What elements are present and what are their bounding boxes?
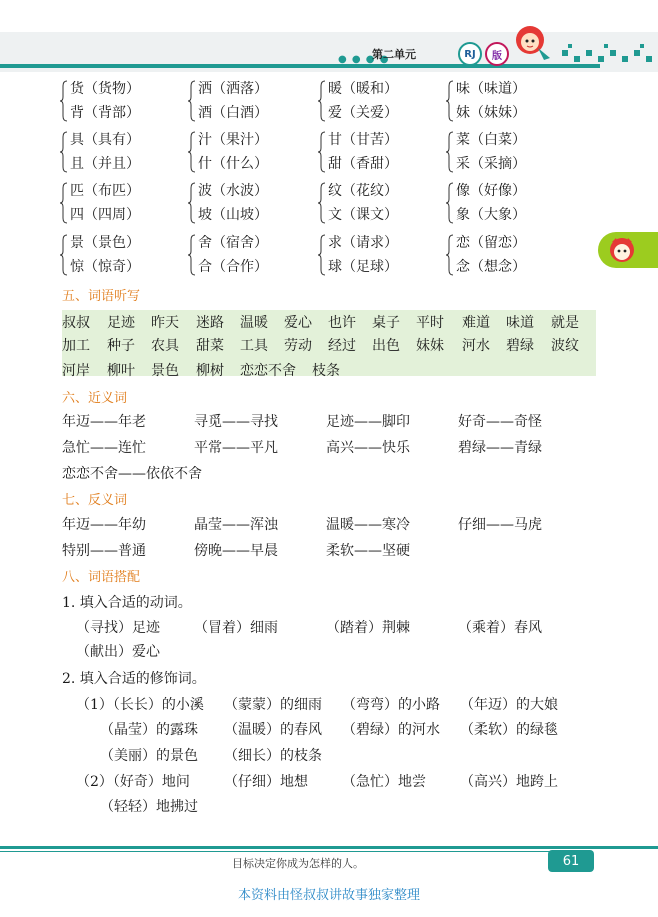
brace-icon (446, 182, 454, 224)
brace-icon (188, 182, 196, 224)
pair-word-bottom: 背（背部） (70, 105, 140, 121)
answer-item: （急忙）地尝 (342, 774, 426, 790)
dictation-word: 也许 (328, 315, 356, 331)
character-pair (320, 129, 440, 177)
dictation-word: 昨天 (151, 315, 179, 331)
brace-icon (318, 80, 326, 122)
footer-motto: 目标决定你成为怎样的人。 (232, 857, 364, 870)
dictation-word: 甜菜 (196, 338, 224, 354)
antonym-pair: 傍晚——早晨 (194, 543, 278, 559)
pair-word-bottom: 爱（关爱） (328, 105, 398, 121)
mascot-icon (508, 18, 556, 66)
brace-icon (446, 80, 454, 122)
dictation-word: 难道 (462, 315, 490, 331)
brace-icon (446, 131, 454, 173)
footer-rule-thin (0, 851, 560, 852)
pair-word-top: 求（请求） (328, 235, 398, 251)
dictation-word: 柳树 (196, 363, 224, 379)
dictation-word: 工具 (240, 338, 268, 354)
answer-item: （柔软）的绿毯 (460, 722, 558, 738)
antonym-pair: 特别——普通 (62, 543, 146, 559)
pair-word-top: 纹（花纹） (328, 183, 398, 199)
dictation-word: 就是 (551, 315, 579, 331)
dictation-word: 爱心 (284, 315, 312, 331)
character-pair (62, 78, 182, 126)
pair-word-bottom: 念（想念） (456, 259, 526, 275)
pair-word-bottom: 球（足球） (328, 259, 398, 275)
answer-item: （年迈）的大娘 (460, 697, 558, 713)
dictation-word: 加工 (62, 338, 90, 354)
pair-word-top: 货（货物） (70, 81, 140, 97)
answer-item: （温暖）的春风 (224, 722, 322, 738)
dictation-word: 碧绿 (506, 338, 534, 354)
pair-word-bottom: 惊（惊奇） (70, 259, 140, 275)
pair-word-top: 具（具有） (70, 132, 140, 148)
character-pair (320, 78, 440, 126)
dictation-word: 温暖 (240, 315, 268, 331)
antonym-pair: 温暖——寒冷 (326, 517, 410, 533)
pair-word-top: 味（味道） (456, 81, 526, 97)
character-pair (190, 78, 310, 126)
pair-word-top: 甘（甘苦） (328, 132, 398, 148)
answer-item: （冒着）细雨 (194, 620, 278, 636)
brace-icon (318, 182, 326, 224)
brace-icon (188, 131, 196, 173)
answer-item: （碧绿）的河水 (342, 722, 440, 738)
answer-item: （高兴）地跨上 (460, 774, 558, 790)
dictation-row (62, 335, 596, 355)
answer-item: （2）（好奇）地问 (76, 774, 190, 790)
pair-word-bottom: 坡（山坡） (198, 207, 268, 223)
section-title-antonyms: 七、反义词 (62, 493, 128, 508)
brace-icon (60, 80, 68, 122)
synonym-pair: 足迹——脚印 (326, 414, 410, 430)
pair-word-bottom: 文（课文） (328, 207, 398, 223)
section-title-synonyms: 六、近义词 (62, 391, 128, 406)
section-title-collocation: 八、词语搭配 (62, 570, 141, 585)
pair-word-bottom: 妹（妹妹） (456, 105, 526, 121)
pair-word-top: 暖（暖和） (328, 81, 398, 97)
dictation-word: 出色 (372, 338, 400, 354)
antonym-pair: 年迈——年幼 (62, 517, 146, 533)
brace-icon (318, 131, 326, 173)
synonym-pair: 高兴——快乐 (326, 440, 410, 456)
pair-word-top: 菜（白菜） (456, 132, 526, 148)
dictation-word: 经过 (328, 338, 356, 354)
antonym-pair: 仔细——马虎 (458, 517, 542, 533)
answer-item: （乘着）春风 (458, 620, 542, 636)
dictation-word: 河水 (462, 338, 490, 354)
character-pair (190, 129, 310, 177)
dictation-word: 恋恋不舍 (240, 363, 296, 379)
brace-icon (60, 182, 68, 224)
dictation-word: 枝条 (312, 363, 340, 379)
antonym-pair: 晶莹——浑浊 (194, 517, 278, 533)
dictation-word: 足迹 (107, 315, 135, 331)
dictation-word: 桌子 (372, 315, 400, 331)
pair-word-top: 洒（洒落） (198, 81, 268, 97)
dictation-word: 劳动 (284, 338, 312, 354)
brace-icon (188, 234, 196, 276)
dictation-word: 叔叔 (62, 315, 90, 331)
dictation-word: 柳叶 (107, 363, 135, 379)
question-1: 1. 填入合适的动词。 (62, 595, 192, 611)
synonym-pair: 寻觅——寻找 (194, 414, 278, 430)
answer-item: （弯弯）的小路 (342, 697, 440, 713)
character-pair (448, 180, 568, 228)
answer-item: （轻轻）地拂过 (100, 799, 198, 815)
pair-word-bottom: 象（大象） (456, 207, 526, 223)
synonym-pair: 平常——平凡 (194, 440, 278, 456)
answer-item: （寻找）足迹 (76, 620, 160, 636)
source-note: 本资料由怪叔叔讲故事独家整理 (237, 888, 420, 903)
synonym-pair: 急忙——连忙 (62, 440, 146, 456)
pair-word-bottom: 什（什么） (198, 156, 268, 172)
pair-word-top: 匹（布匹） (70, 183, 140, 199)
pair-word-bottom: 四（四周） (70, 207, 140, 223)
synonym-pair: 恋恋不舍——依依不舍 (62, 466, 202, 482)
character-pair (448, 232, 568, 280)
character-pair (320, 180, 440, 228)
pair-word-top: 景（景色） (70, 235, 140, 251)
character-pair (448, 129, 568, 177)
question-2: 2. 填入合适的修饰词。 (62, 671, 206, 687)
pair-word-top: 汁（果汁） (198, 132, 268, 148)
brace-icon (446, 234, 454, 276)
answer-item: （晶莹）的露珠 (100, 722, 198, 738)
dictation-word: 迷路 (196, 315, 224, 331)
pair-word-bottom: 且（并且） (70, 156, 140, 172)
dictation-word: 波纹 (551, 338, 579, 354)
answer-item: （踏着）荆棘 (326, 620, 410, 636)
answer-item: （细长）的枝条 (224, 748, 322, 764)
character-pair (320, 232, 440, 280)
pair-word-bottom: 酒（白酒） (198, 105, 268, 121)
dictation-word: 景色 (151, 363, 179, 379)
pair-word-bottom: 甜（香甜） (328, 156, 398, 172)
page-number: 61 (548, 850, 594, 872)
pair-word-top: 恋（留恋） (456, 235, 526, 251)
checker-pattern (560, 44, 658, 66)
dictation-word: 农具 (151, 338, 179, 354)
header-dots: ● ● ● ● (338, 54, 390, 65)
answer-item: （1）（长长）的小溪 (76, 697, 204, 713)
antonym-pair: 柔软——坚硬 (326, 543, 410, 559)
dictation-word: 平时 (416, 315, 444, 331)
footer-rule (0, 846, 658, 849)
answer-item: （献出）爱心 (76, 644, 160, 660)
character-pair (62, 180, 182, 228)
synonym-pair: 碧绿——青绿 (458, 440, 542, 456)
character-pair (62, 232, 182, 280)
fox-face-icon (606, 234, 638, 266)
pair-word-bottom: 合（合作） (198, 259, 268, 275)
pair-word-top: 波（水波） (198, 183, 268, 199)
dictation-word: 妹妹 (416, 338, 444, 354)
character-pair (190, 232, 310, 280)
pair-word-top: 舍（宿舍） (198, 235, 268, 251)
dictation-row (62, 360, 596, 380)
edition-badge-ban: 版 (485, 42, 509, 66)
character-pair (190, 180, 310, 228)
answer-item: （蒙蒙）的细雨 (224, 697, 322, 713)
dictation-word: 河岸 (62, 363, 90, 379)
pair-word-top: 像（好像） (456, 183, 526, 199)
section-title-dictation: 五、词语听写 (62, 289, 141, 304)
answer-item: （美丽）的景色 (100, 748, 198, 764)
brace-icon (60, 131, 68, 173)
brace-icon (60, 234, 68, 276)
brace-icon (318, 234, 326, 276)
unit-label: 第二单元 (372, 48, 416, 61)
synonym-pair: 好奇——奇怪 (458, 414, 542, 430)
answer-item: （仔细）地想 (224, 774, 308, 790)
character-pair (62, 129, 182, 177)
synonym-pair: 年迈——年老 (62, 414, 146, 430)
edition-badge-rj: RJ (458, 42, 482, 66)
brace-icon (188, 80, 196, 122)
pair-word-bottom: 采（采摘） (456, 156, 526, 172)
dictation-word: 味道 (506, 315, 534, 331)
character-pair (448, 78, 568, 126)
dictation-word: 种子 (107, 338, 135, 354)
dictation-row (62, 312, 596, 332)
